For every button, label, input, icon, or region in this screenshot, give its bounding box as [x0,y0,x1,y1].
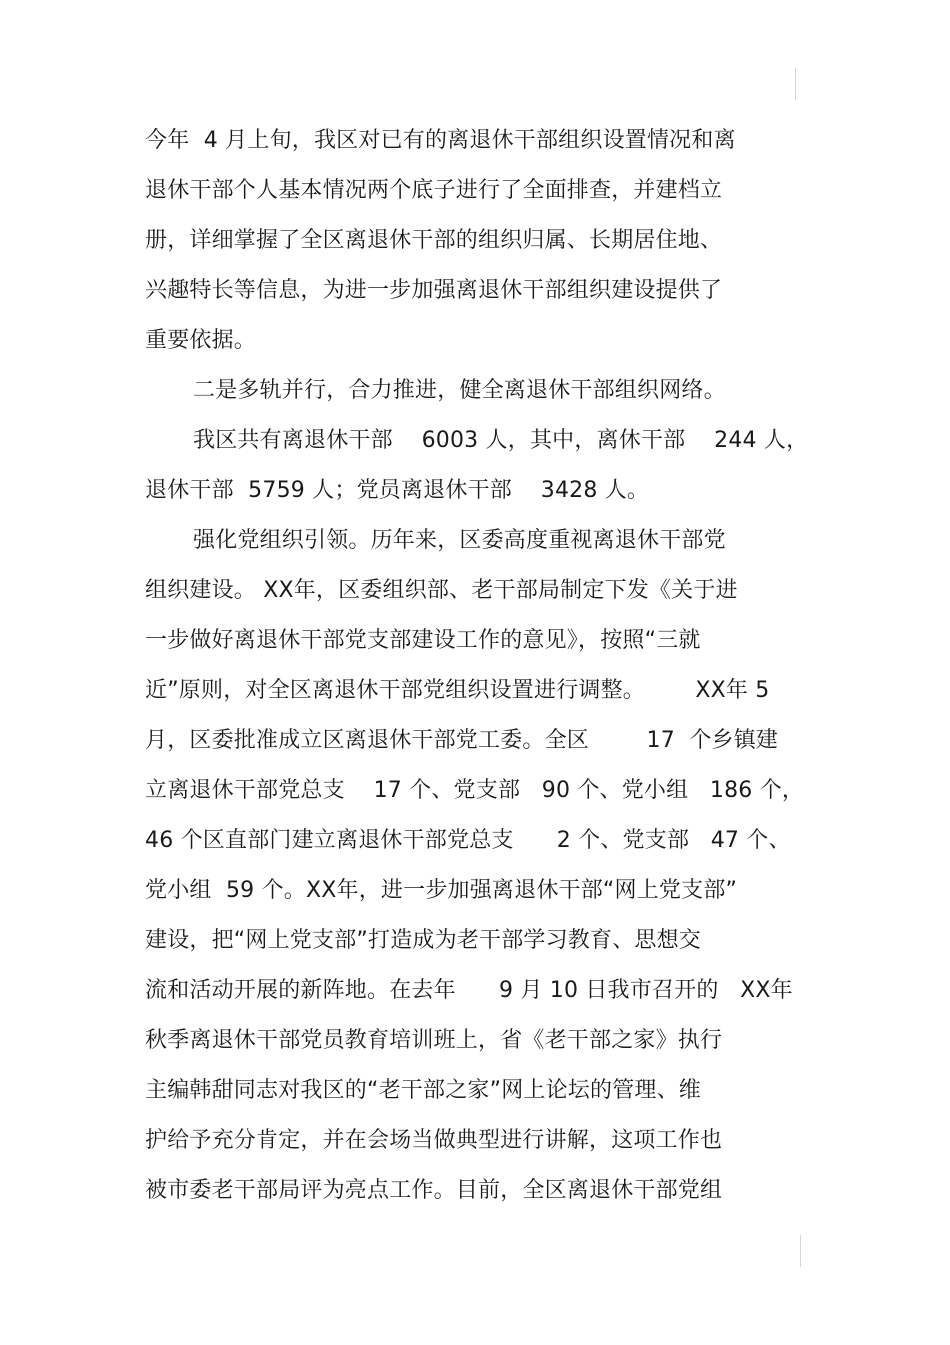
text-line: 秋季离退休干部党员教育培训班上，省《老干部之家》执行 [145,1028,723,1053]
text-line: 退休干部个人基本情况两个底子进行了全面排查，并建档立 [145,178,723,203]
text-line: 二是多轨并行，合力推进，健全离退休干部组织网络。 [193,378,726,403]
text-line: 立离退休干部党总支 17 个、党支部 90 个、党小组 186 个， [145,778,805,803]
text-line: 流和活动开展的新阵地。在去年 9 月 10 日我市召开的 XX年 [145,978,793,1003]
text-line: 月，区委批准成立区离退休干部党工委。全区 17 个乡镇建 [145,728,779,753]
text-line: 今年 4 月上旬，我区对已有的离退休干部组织设置情况和离 [145,128,736,153]
text-line: 主编韩甜同志对我区的“老干部之家”网上论坛的管理、维 [145,1078,701,1103]
text-line: 党小组 59 个。XX年，进一步加强离退休干部“网上党支部” [145,878,738,903]
text-line: 组织建设。 XX年，区委组织部、老干部局制定下发《关于进 [145,578,738,603]
text-line: 我区共有离退休干部 6003 人，其中，离休干部 244 人， [193,428,809,453]
text-line: 46 个区直部门建立离退休干部党总支 2 个、党支部 47 个、 [145,828,791,853]
top-crop-mark [795,68,796,100]
text-line: 册，详细掌握了全区离退休干部的组织归属、长期居住地、 [145,228,723,253]
text-line: 护给予充分肯定，并在会场当做典型进行讲解，这项工作也 [145,1128,723,1153]
bottom-crop-mark [800,1235,801,1267]
text-line: 重要依据。 [145,328,257,353]
text-line: 兴趣特长等信息，为进一步加强离退休干部组织建设提供了 [145,278,723,303]
text-line: 一步做好离退休干部党支部建设工作的意见》，按照“三就 [145,628,701,653]
text-line: 建设，把“网上党支部”打造成为老干部学习教育、思想交 [145,928,701,953]
text-line: 被市委老干部局评为亮点工作。目前，全区离退休干部党组 [145,1178,723,1203]
text-line: 强化党组织引领。历年来，区委高度重视离退休干部党 [193,528,726,553]
text-line: 退休干部 5759 人；党员离退休干部 3428 人。 [145,478,650,503]
text-line: 近”原则，对全区离退休干部党组织设置进行调整。 XX年 5 [145,678,770,703]
